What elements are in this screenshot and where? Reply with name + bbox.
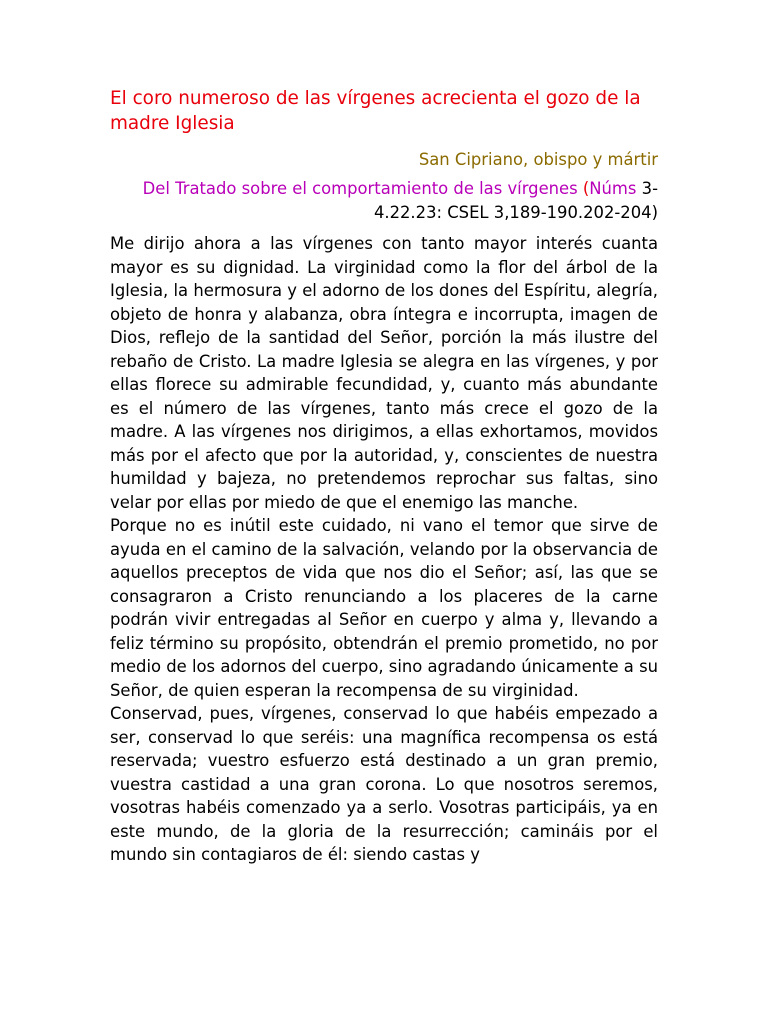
document-page: [110, 86, 658, 867]
body-paragraph: Porque no es inútil este cuidado, ni vano el temor que sirve de ayuda en el camino de la salvación, velando por la observancia de aquellos preceptos de vida que nos dio el Señor; así, las que se consagraron a Cristo renunciando a los placeres de la carne podrán vivir entregadas al Señor en cuerpo y alma y, llevando a feliz término su propósito, obtendrán el premio prometido, no por medio de los adornos del cuerpo, sino agradando únicamente a su Señor, de quien esperan la recompensa de su virginidad.: [110, 516, 658, 700]
source-ref-rest: 4.22.23: CSEL 3,189-190.202-204): [373, 202, 658, 222]
body-paragraph: Conservad, pues, vírgenes, conservad lo que habéis empezado a ser, conservad lo que seréis: una magnífica recompensa os está reservada; vuestro esfuerzo está destinado a un gran premio, vuestra castidad a una gran corona. Lo que nosotros seremos, vosotras habéis comenzado ya a serlo. Vosotras participáis, ya en este mundo, de la gloria de la resurrección; camináis por el mundo sin contagiaros de él: siendo castas y: [110, 704, 658, 864]
reading-title: El coro numeroso de las vírgenes acrecienta el gozo de la madre Iglesia: [110, 88, 641, 134]
body-paragraph: Me dirijo ahora a las vírgenes con tanto mayor interés cuanta mayor es su dignidad. La virginidad como la flor del árbol de la Iglesia, la hermosura y el adorno de los dones del Espíritu, alegría, objeto de honra y alabanza, obra íntegra e incorrupta, imagen de Dios, reflejo de la santidad del Señor, porción la más ilustre del rebaño de Cristo. La madre Iglesia se alegra en las vírgenes, y por ellas florece su admirable fecundidad, y, cuanto más abundante es el número de las vírgenes, tanto más crece el gozo de la madre. A las vírgenes nos dirigimos, a ellas exhortamos, movidos más por el afecto que por la autoridad, y, conscientes de nuestra humildad y bajeza, no pretendemos reprochar sus faltas, sino velar por ellas por miedo de que el enemigo las manche.: [110, 234, 658, 512]
source-ref-start: 3-: [636, 179, 658, 198]
source-work: Del Tratado sobre el comportamiento de las vírgenes: [142, 179, 578, 198]
source-citation: [110, 177, 658, 224]
source-open-paren: (: [577, 179, 590, 198]
source-nums-label: Núms: [589, 179, 637, 198]
author-line: San Cipriano, obispo y mártir: [418, 150, 658, 169]
reading-body: [110, 232, 658, 867]
